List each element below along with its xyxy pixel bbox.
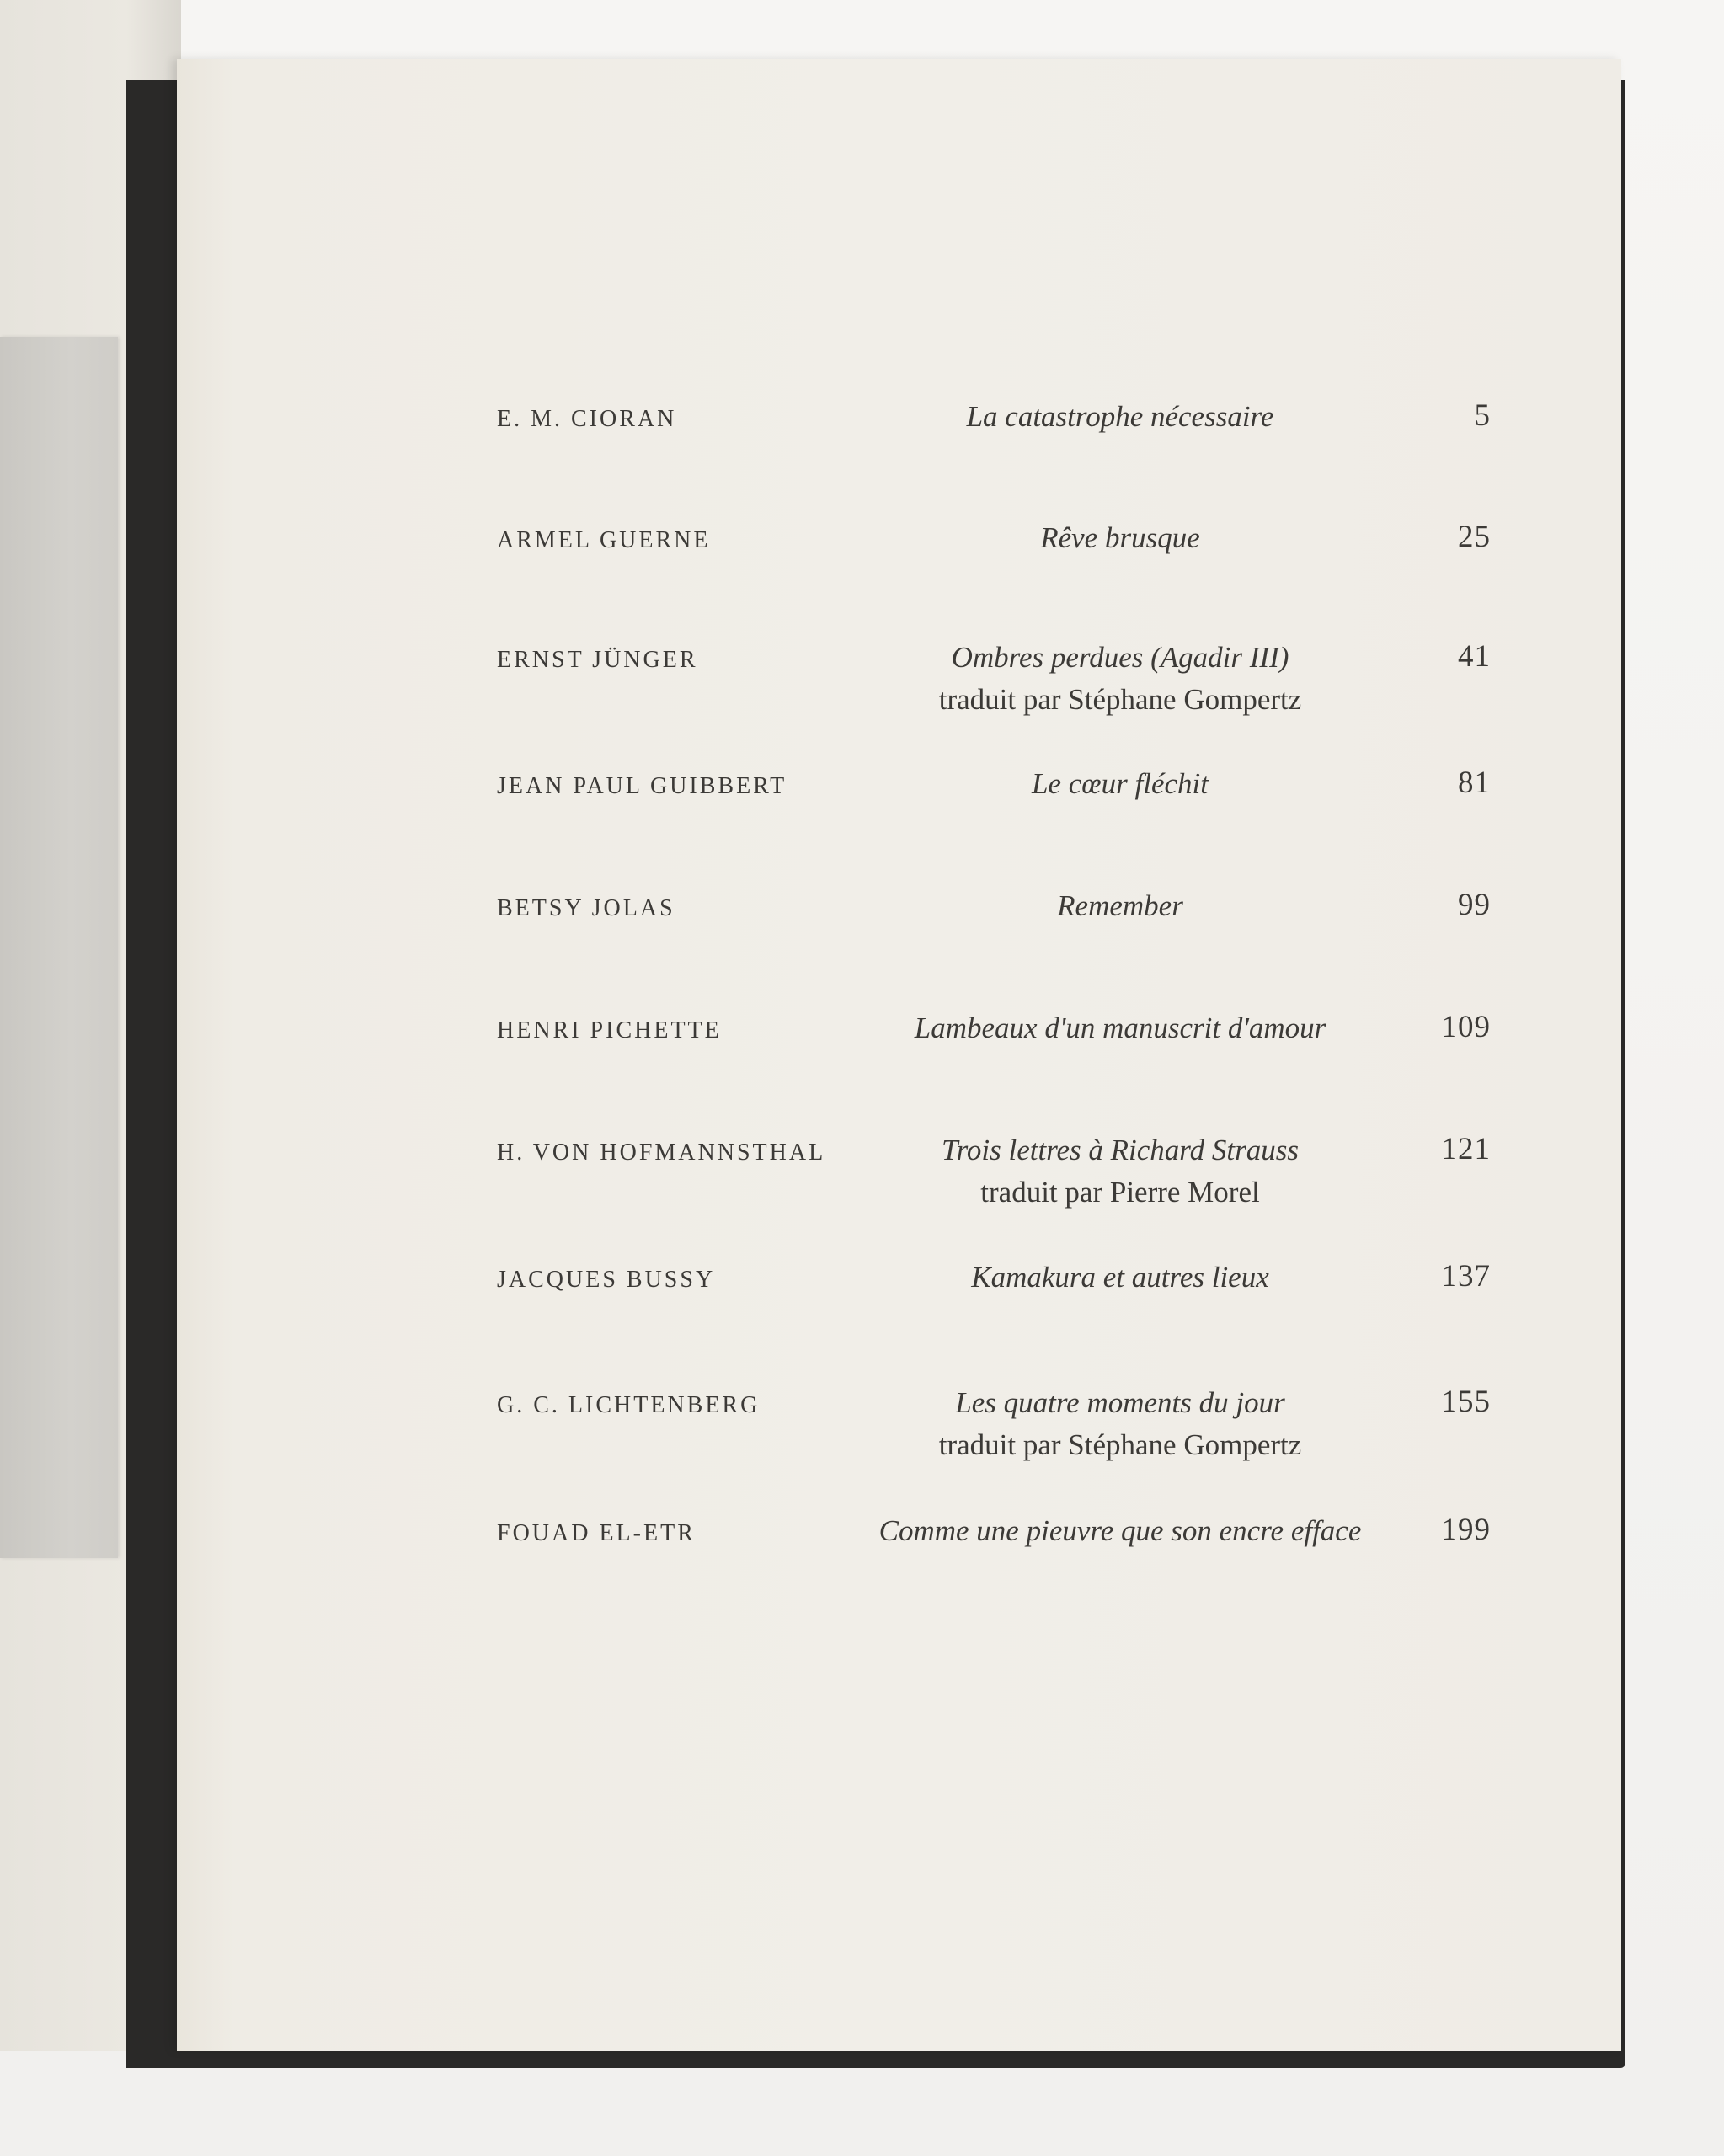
toc-page-number: 41 [1458, 639, 1491, 674]
toc-work [859, 1007, 1381, 1049]
toc-title: Ombres perdues (Agadir III) [951, 641, 1289, 674]
toc-page-number: 137 [1441, 1259, 1491, 1294]
toc-work [859, 1257, 1381, 1299]
toc-author: G. C. LICHTENBERG [497, 1392, 761, 1418]
toc-title: La catastrophe nécessaire [966, 400, 1274, 433]
toc-work [859, 885, 1381, 927]
toc-author: ERNST JÜNGER [497, 647, 698, 673]
toc-work [859, 763, 1381, 805]
toc-author: E. M. CIORAN [497, 406, 677, 432]
toc-title: Rêve brusque [1040, 521, 1200, 554]
toc-title: Le cœur fléchit [1032, 767, 1209, 800]
toc-work [859, 1510, 1381, 1552]
toc-work [859, 517, 1381, 559]
toc-page-number: 81 [1458, 766, 1491, 800]
toc-translator: traduit par Stéphane Gompertz [938, 1428, 1302, 1461]
toc-author: HENRI PICHETTE [497, 1017, 722, 1043]
toc-translator: traduit par Pierre Morel [980, 1176, 1260, 1209]
toc-work [859, 396, 1381, 438]
toc-title: Remember [1057, 889, 1183, 922]
toc-page-number: 109 [1441, 1010, 1491, 1044]
toc-author: JACQUES BUSSY [497, 1267, 716, 1293]
toc-title: Comme une pieuvre que son encre efface [878, 1514, 1362, 1547]
toc-author: BETSY JOLAS [497, 895, 675, 921]
toc-title: Lambeaux d'un manuscrit d'amour [914, 1011, 1326, 1044]
toc-title: Kamakura et autres lieux [971, 1261, 1269, 1294]
toc-author: ARMEL GUERNE [497, 527, 711, 553]
toc-work [859, 1382, 1381, 1466]
toc-title: Les quatre moments du jour [955, 1386, 1285, 1419]
toc-work [859, 637, 1381, 721]
left-page-plate-image [0, 337, 118, 1558]
toc-page-number: 121 [1441, 1132, 1491, 1166]
toc-title: Trois lettres à Richard Strauss [942, 1134, 1299, 1166]
toc-author: JEAN PAUL GUIBBERT [497, 773, 787, 799]
toc-page-number: 5 [1474, 398, 1491, 433]
toc-page-number: 155 [1441, 1385, 1491, 1419]
toc-author: FOUAD EL-ETR [497, 1520, 696, 1546]
toc-work [859, 1129, 1381, 1214]
toc-translator: traduit par Stéphane Gompertz [938, 683, 1302, 716]
contents-page [177, 59, 1621, 2051]
toc-page-number: 25 [1458, 520, 1491, 554]
toc-author: H. VON HOFMANNSTHAL [497, 1139, 826, 1166]
toc-page-number: 199 [1441, 1513, 1491, 1547]
toc-page-number: 99 [1458, 888, 1491, 922]
